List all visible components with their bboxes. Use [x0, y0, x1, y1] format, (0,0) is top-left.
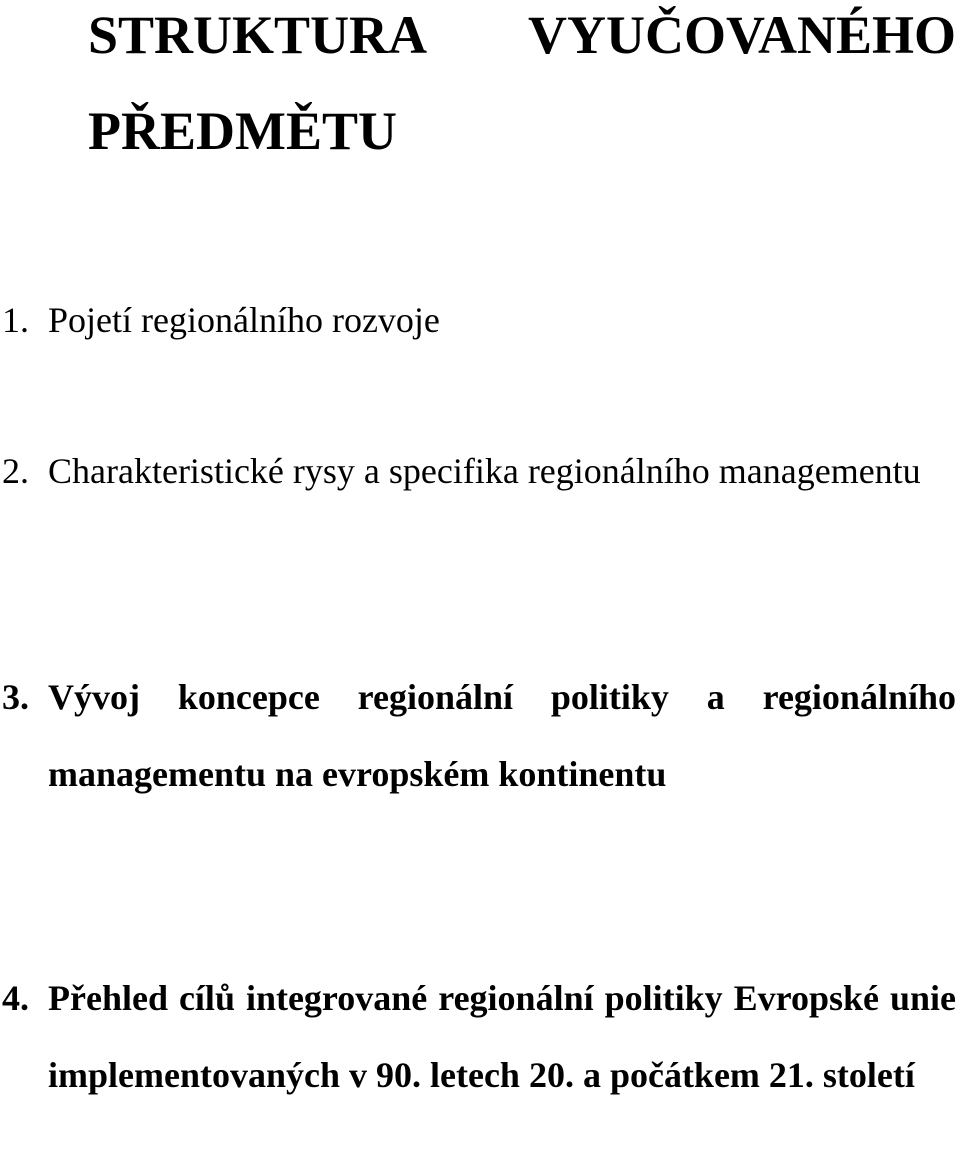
title-word-2: VYUČOVANÉHO — [527, 5, 956, 65]
document-title-line-2: PŘEDMĚTU — [88, 101, 397, 161]
list-item-number: 1. — [2, 300, 29, 340]
list-item-text: Pojetí regionálního rozvoje — [48, 300, 440, 340]
list-item-number: 3. — [2, 677, 29, 717]
document-title — [88, 5, 956, 65]
list-item-text: Charakteristické rysy a specifika regionálního managementu — [48, 451, 921, 491]
list-item-text: Přehled cílů integrované regionální politiky Evropské unie implementovaných v 90. letech 20. a počátkem 21. století — [48, 978, 956, 1095]
title-word-1: STRUKTURA — [88, 5, 428, 65]
list-item-number: 2. — [2, 451, 29, 491]
list-item-text: Vývoj koncepce regionální politiky a regionálního managementu na evropském kontinentu — [48, 677, 956, 794]
list-item-number: 4. — [2, 978, 29, 1018]
